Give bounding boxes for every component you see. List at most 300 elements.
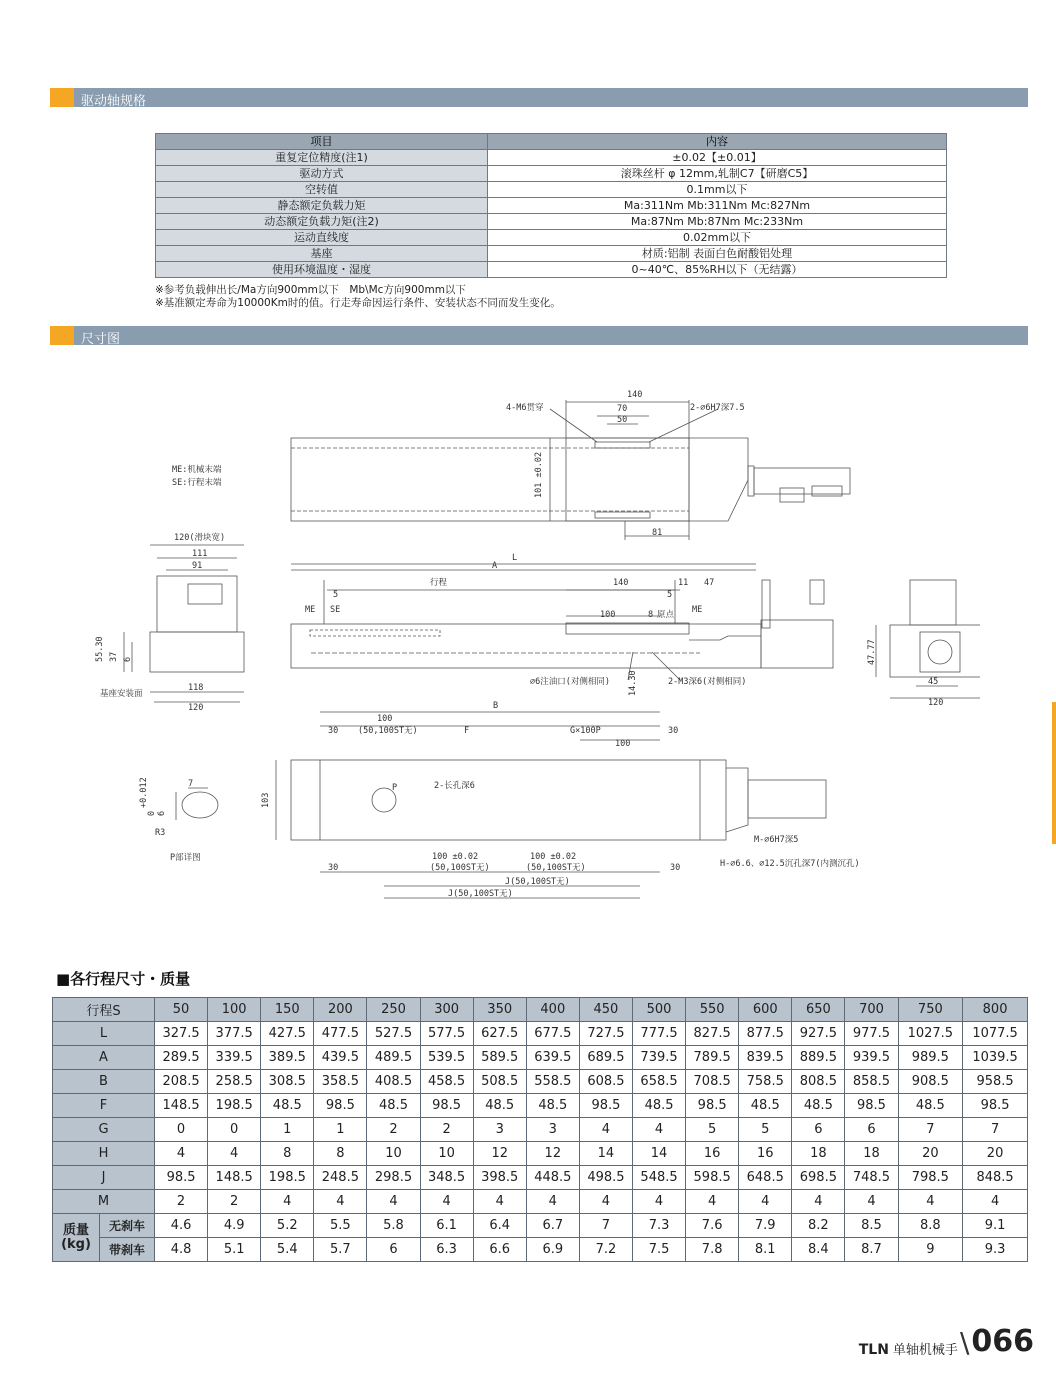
spec-value: 0.02mm以下 [488,230,947,246]
side-view [291,553,833,696]
top-motor [754,468,850,494]
stroke-cell: 848.5 [963,1166,1028,1190]
spec-row [156,150,947,166]
stroke-row-label: L [53,1022,155,1046]
stroke-cell: 48.5 [367,1094,420,1118]
stroke-cell: 877.5 [739,1022,792,1046]
spec-item: 重复定位精度(注1) [156,150,488,166]
dim-label: 100 ±0.02 [530,852,577,862]
stroke-cell: 589.5 [473,1046,526,1070]
side-view-slider [566,623,689,634]
spec-notes [155,284,561,310]
dim-label: 103 [261,792,271,808]
stroke-cell: 7 [963,1118,1028,1142]
stroke-cell: 498.5 [579,1166,632,1190]
stroke-cell: 4 [632,1190,685,1214]
stroke-cell: 7 [898,1118,963,1142]
stroke-cell: 408.5 [367,1070,420,1094]
dim-label: 45 [928,677,939,687]
spec-row [156,246,947,262]
stroke-cell: 98.5 [314,1094,367,1118]
mass-cell: 6.1 [420,1214,473,1238]
top-view-slot [595,442,650,448]
stroke-header-cell: 700 [845,998,898,1022]
stroke-cell: 889.5 [792,1046,845,1070]
stroke-table [52,997,1028,1262]
stroke-cell: 327.5 [155,1022,208,1046]
stroke-row-label: M [53,1190,155,1214]
end-view-left [95,532,244,713]
spec-value: Ma:311Nm Mb:311Nm Mc:827Nm [488,198,947,214]
spec-item: 动态额定负载力矩(注2) [156,214,488,230]
dim-label: P [392,783,398,793]
spec-value: 滚珠丝杆 φ 12mm,轧制C7【研磨C5】 [488,166,947,182]
stroke-cell: 477.5 [314,1022,367,1046]
spec-item: 驱动方式 [156,166,488,182]
stroke-cell: 10 [420,1142,473,1166]
stroke-row-label: A [53,1046,155,1070]
dim-label: R3 [155,828,166,838]
stroke-cell: 358.5 [314,1070,367,1094]
spec-row [156,166,947,182]
mass-cell: 4.6 [155,1214,208,1238]
stroke-cell: 858.5 [845,1070,898,1094]
stroke-cell: 8 [314,1142,367,1166]
page-footer [859,1318,1034,1358]
end-view-right [867,580,980,708]
stroke-header-cell: 450 [579,998,632,1022]
stroke-cell: 198.5 [208,1094,261,1118]
stroke-cell: 2 [367,1118,420,1142]
stroke-header-label: 行程S [53,998,155,1022]
stroke-header-cell: 350 [473,998,526,1022]
dim-label: 6 [157,810,167,816]
stroke-cell: 20 [898,1142,963,1166]
dim-label: 120 [188,703,204,713]
stroke-cell: 758.5 [739,1070,792,1094]
stroke-cell: 598.5 [686,1166,739,1190]
mass-cell: 5.8 [367,1214,420,1238]
mass-cell: 5.2 [261,1214,314,1238]
stroke-cell: 927.5 [792,1022,845,1046]
stroke-row [53,1142,1028,1166]
stroke-cell: 339.5 [208,1046,261,1070]
stroke-cell: 3 [473,1118,526,1142]
stroke-cell: 98.5 [845,1094,898,1118]
stroke-cell: 48.5 [792,1094,845,1118]
stroke-cell: 739.5 [632,1046,685,1070]
stroke-cell: 427.5 [261,1022,314,1046]
mass-cell: 8.4 [792,1238,845,1262]
stroke-cell: 10 [367,1142,420,1166]
dim-label: (50,100ST无) [358,726,418,736]
mass-row [53,1214,1028,1238]
mass-cell: 7 [579,1214,632,1238]
stroke-cell: 548.5 [632,1166,685,1190]
mass-cell: 6.9 [526,1238,579,1262]
dim-label: 140 [627,390,643,400]
dim-label: J(50,100ST无) [505,877,570,887]
stroke-cell: 3 [526,1118,579,1142]
dim-label: 30 [668,726,679,736]
stroke-row [53,1094,1028,1118]
stroke-row-label: H [53,1142,155,1166]
stroke-cell: 4 [963,1190,1028,1214]
mass-cell: 7.2 [579,1238,632,1262]
dim-label: P部详图 [170,853,201,863]
section-title: 驱动轴规格 [81,94,147,109]
stroke-cell: 2 [420,1118,473,1142]
stroke-row-label: J [53,1166,155,1190]
spec-item: 运动直线度 [156,230,488,246]
stroke-cell: 258.5 [208,1070,261,1094]
spec-value: 0~40℃、85%RH以下（无结露） [488,262,947,278]
mass-cell: 5.1 [208,1238,261,1262]
dim-label: 2-∅6H7深7.5 [690,403,745,413]
dim-label: 30 [670,863,681,873]
stroke-cell: 727.5 [579,1022,632,1046]
stroke-cell: 939.5 [845,1046,898,1070]
stroke-row [53,1166,1028,1190]
stroke-cell: 4 [155,1142,208,1166]
top-view-body [291,438,689,521]
stroke-cell: 348.5 [420,1166,473,1190]
stroke-row [53,1070,1028,1094]
stroke-cell: 389.5 [261,1046,314,1070]
section-accent [50,326,74,345]
stroke-cell: 1 [314,1118,367,1142]
mass-cell: 5.5 [314,1214,367,1238]
dim-label: 91 [192,561,203,571]
dim-label: ME:机械末端 [172,465,222,475]
stroke-cell: 48.5 [739,1094,792,1118]
dim-label: 118 [188,683,204,693]
dim-label: L [512,553,518,563]
mass-cell: 9.3 [963,1238,1028,1262]
dim-label: 30 [328,726,339,736]
dim-label: 0 [147,810,157,816]
stroke-cell: 539.5 [420,1046,473,1070]
stroke-header-cell: 100 [208,998,261,1022]
side-motor [761,620,833,668]
dim-label: 基座安装面 [100,689,143,699]
mass-cell: 7.3 [632,1214,685,1238]
stroke-row-label: F [53,1094,155,1118]
stroke-header-row [53,998,1028,1022]
dim-label: 70 [617,404,628,414]
footer-product: 单轴机械手 [892,1343,958,1358]
stroke-header-cell: 800 [963,998,1028,1022]
top-view [172,390,850,540]
stroke-header-cell: 650 [792,998,845,1022]
stroke-header-cell: 400 [526,998,579,1022]
dim-label: J(50,100ST无) [448,889,513,899]
mass-cell: 7.5 [632,1238,685,1262]
mass-label [53,1214,100,1262]
dim-label: 30 [328,863,339,873]
stroke-cell: 4 [367,1190,420,1214]
mass-sub-label: 带刹车 [100,1238,155,1262]
note-line: ※参考负载伸出长/Ma方向900mm以下 Mb\Mc方向900mm以下 [155,284,466,296]
stroke-cell: 0 [155,1118,208,1142]
stroke-cell: 789.5 [686,1046,739,1070]
dim-label: (50,100ST无) [526,863,586,873]
spec-row [156,262,947,278]
stroke-cell: 4 [261,1190,314,1214]
stroke-cell: 989.5 [898,1046,963,1070]
stroke-cell: 708.5 [686,1070,739,1094]
mass-cell: 9 [898,1238,963,1262]
stroke-cell: 4 [845,1190,898,1214]
mass-cell: 8.8 [898,1214,963,1238]
dim-label: F [464,726,470,736]
spec-row [156,214,947,230]
side-accent-bar [1052,702,1056,844]
stroke-cell: 4 [526,1190,579,1214]
dim-label: SE:行程末端 [172,478,222,488]
page-number: 066 [971,1324,1034,1359]
bottom-view [261,701,860,899]
footer-brand: TLN [858,1342,889,1358]
bottom-motor [748,780,826,818]
stroke-cell: 4 [579,1190,632,1214]
mass-row [53,1238,1028,1262]
stroke-cell: 4 [420,1190,473,1214]
spec-value: 0.1mm以下 [488,182,947,198]
stroke-cell: 977.5 [845,1022,898,1046]
mass-cell: 4.8 [155,1238,208,1262]
note-line: ※基准额定寿命为10000Km时的值。行走寿命因运行条件、安装状态不同而发生变化。 [155,297,561,309]
dim-label: 7 [188,779,194,789]
stroke-cell: 18 [792,1142,845,1166]
mass-cell: 7.6 [686,1214,739,1238]
stroke-cell: 4 [579,1118,632,1142]
stroke-cell: 4 [792,1190,845,1214]
stroke-cell: 48.5 [898,1094,963,1118]
dim-label: 11 [678,578,689,588]
dim-label: 原点 [657,610,675,620]
dim-label: 6 [123,656,133,662]
stroke-cell: 1027.5 [898,1022,963,1046]
stroke-header-cell: 150 [261,998,314,1022]
spec-row [156,182,947,198]
dim-label: ∅6注油口(对侧相同) [530,677,610,687]
dim-label: 100 [377,714,393,724]
spec-row [156,230,947,246]
bottom-view-body [291,760,726,840]
dim-label: 120(滑块宽) [174,533,226,543]
stroke-cell: 6 [792,1118,845,1142]
stroke-cell: 527.5 [367,1022,420,1046]
stroke-cell: 4 [898,1190,963,1214]
dim-label: ME [692,605,703,615]
dim-label: ME [305,605,316,615]
stroke-cell: 4 [314,1190,367,1214]
stroke-row-label: B [53,1070,155,1094]
dim-label: 2-M3深6(对侧相同) [668,677,747,687]
stroke-cell: 689.5 [579,1046,632,1070]
stroke-cell: 289.5 [155,1046,208,1070]
dim-label: 47 [704,578,715,588]
p-detail [139,777,218,863]
stroke-cell: 658.5 [632,1070,685,1094]
spec-item: 空转值 [156,182,488,198]
stroke-header-cell: 750 [898,998,963,1022]
stroke-cell: 839.5 [739,1046,792,1070]
mass-cell: 8.5 [845,1214,898,1238]
mass-cell: 6.6 [473,1238,526,1262]
stroke-cell: 20 [963,1142,1028,1166]
stroke-cell: 458.5 [420,1070,473,1094]
dim-label: 行程 [430,578,448,588]
spec-value: ±0.02【±0.01】 [488,150,947,166]
stroke-header-cell: 300 [420,998,473,1022]
dim-label: G×100P [570,726,601,736]
stroke-cell: 208.5 [155,1070,208,1094]
section-accent [50,88,74,107]
footer-divider: \ [959,1326,970,1359]
spec-item: 基座 [156,246,488,262]
mass-cell: 9.1 [963,1214,1028,1238]
stroke-cell: 198.5 [261,1166,314,1190]
stroke-cell: 1039.5 [963,1046,1028,1070]
stroke-cell: 448.5 [526,1166,579,1190]
stroke-row [53,1190,1028,1214]
dim-label: 8 [648,610,654,620]
spec-header-cell: 内容 [488,134,947,150]
dim-label: 4-M6贯穿 [506,403,544,413]
spec-item: 使用环境温度・湿度 [156,262,488,278]
stroke-cell: 1077.5 [963,1022,1028,1046]
dim-label: 14.30 [628,670,638,696]
dimension-drawing [80,380,980,920]
stroke-cell: 2 [208,1190,261,1214]
stroke-cell: 308.5 [261,1070,314,1094]
mass-label-text: 质量 [62,1222,89,1238]
stroke-cell: 648.5 [739,1166,792,1190]
stroke-header-cell: 600 [739,998,792,1022]
stroke-cell: 8 [261,1142,314,1166]
mass-cell: 8.7 [845,1238,898,1262]
stroke-cell: 16 [739,1142,792,1166]
section-title: 尺寸图 [81,332,121,347]
stroke-table-title: ■各行程尺寸・质量 [56,970,191,988]
mass-cell: 6.3 [420,1238,473,1262]
stroke-header-cell: 200 [314,998,367,1022]
stroke-cell: 489.5 [367,1046,420,1070]
stroke-cell: 4 [632,1118,685,1142]
stroke-cell: 298.5 [367,1166,420,1190]
mass-cell: 4.9 [208,1214,261,1238]
dim-label: (50,100ST无) [430,863,490,873]
end-view-motor-flange [890,625,980,677]
stroke-cell: 377.5 [208,1022,261,1046]
dim-label: 47.77 [867,639,877,665]
spec-table [155,133,947,278]
stroke-cell: 148.5 [155,1094,208,1118]
stroke-cell: 627.5 [473,1022,526,1046]
stroke-cell: 0 [208,1118,261,1142]
stroke-cell: 14 [579,1142,632,1166]
stroke-cell: 677.5 [526,1022,579,1046]
stroke-cell: 639.5 [526,1046,579,1070]
stroke-cell: 12 [473,1142,526,1166]
stroke-cell: 608.5 [579,1070,632,1094]
mass-cell: 6.7 [526,1214,579,1238]
stroke-cell: 798.5 [898,1166,963,1190]
dim-label: 50 [617,415,628,425]
dim-label: 81 [652,528,663,538]
stroke-cell: 439.5 [314,1046,367,1070]
stroke-header-cell: 500 [632,998,685,1022]
stroke-cell: 14 [632,1142,685,1166]
mass-cell: 6 [367,1238,420,1262]
dim-label: 101 ±0.02 [534,451,544,498]
top-view-slot [595,512,650,518]
dim-label: 120 [928,698,944,708]
stroke-cell: 48.5 [632,1094,685,1118]
stroke-cell: 777.5 [632,1022,685,1046]
stroke-cell: 148.5 [208,1166,261,1190]
spec-value: Ma:87Nm Mb:87Nm Mc:233Nm [488,214,947,230]
spec-item: 静态额定负载力矩 [156,198,488,214]
stroke-cell: 4 [739,1190,792,1214]
dim-label: 100 [615,739,631,749]
stroke-row [53,1022,1028,1046]
dim-label: SE [330,605,341,615]
stroke-cell: 98.5 [963,1094,1028,1118]
stroke-header-cell: 550 [686,998,739,1022]
dim-label: 37 [109,651,119,662]
stroke-header-cell: 250 [367,998,420,1022]
spec-row [156,198,947,214]
stroke-cell: 98.5 [420,1094,473,1118]
stroke-cell: 48.5 [261,1094,314,1118]
dim-label: 140 [613,578,629,588]
stroke-cell: 18 [845,1142,898,1166]
mass-cell: 8.1 [739,1238,792,1262]
stroke-cell: 4 [473,1190,526,1214]
stroke-header-cell: 50 [155,998,208,1022]
stroke-cell: 827.5 [686,1022,739,1046]
dim-label: +0.012 [139,777,149,808]
dim-label: 111 [192,549,208,559]
mass-cell: 6.4 [473,1214,526,1238]
stroke-cell: 508.5 [473,1070,526,1094]
top-view-slider [566,438,689,521]
stroke-cell: 98.5 [686,1094,739,1118]
dim-label: 2-长孔深6 [434,781,475,791]
stroke-cell: 2 [155,1190,208,1214]
mass-cell: 5.4 [261,1238,314,1262]
stroke-cell: 748.5 [845,1166,898,1190]
stroke-row [53,1046,1028,1070]
stroke-cell: 6 [845,1118,898,1142]
mass-cell: 7.9 [739,1214,792,1238]
mass-cell: 8.2 [792,1214,845,1238]
dim-label: M-∅6H7深5 [754,835,799,845]
stroke-cell: 4 [686,1190,739,1214]
stroke-cell: 98.5 [155,1166,208,1190]
section-header-dimensions [50,326,1028,345]
stroke-row [53,1118,1028,1142]
stroke-cell: 398.5 [473,1166,526,1190]
stroke-cell: 1 [261,1118,314,1142]
spec-value: 材质:铝制 表面白色耐酸铝处理 [488,246,947,262]
dim-label: 100 [600,610,616,620]
stroke-cell: 5 [739,1118,792,1142]
stroke-cell: 16 [686,1142,739,1166]
